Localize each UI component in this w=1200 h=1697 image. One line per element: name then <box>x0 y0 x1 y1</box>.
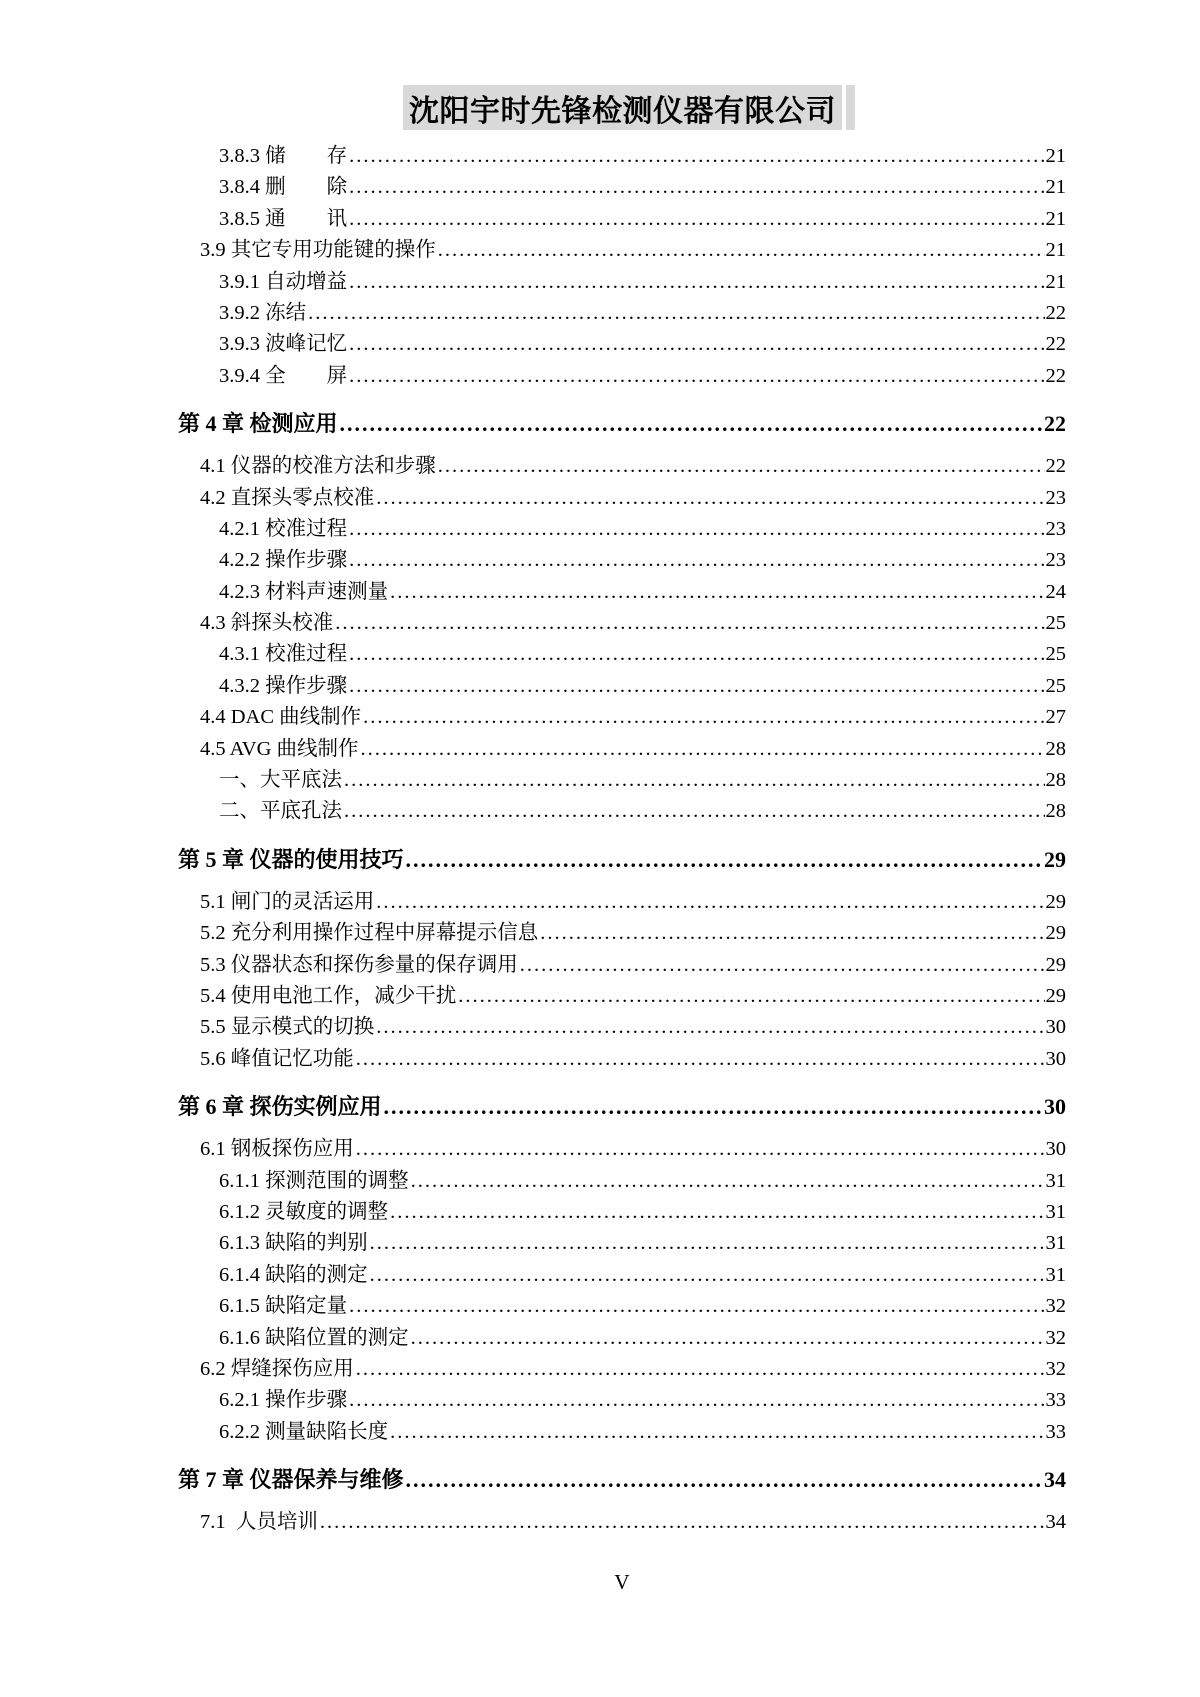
toc-page-number: 31 <box>1045 1200 1066 1223</box>
toc-entry[interactable] <box>178 1197 1066 1228</box>
toc-entry-text: 5.2 充分利用操作过程中屏幕提示信息 <box>200 922 539 945</box>
toc-entry[interactable] <box>178 545 1066 576</box>
toc-page-number: 22 <box>1045 455 1066 478</box>
dot-leader <box>340 405 1043 442</box>
toc-page-number: 32 <box>1045 1295 1066 1318</box>
toc-page-number: 22 <box>1045 333 1066 356</box>
dot-leader <box>390 1197 1044 1228</box>
toc-page-number: 29 <box>1045 953 1066 976</box>
toc-entry-text: 6.2.1 操作步骤 <box>219 1389 348 1412</box>
toc-entry[interactable] <box>178 514 1066 545</box>
toc-page-number: 27 <box>1045 706 1066 729</box>
toc-page-number: 28 <box>1045 800 1066 823</box>
toc-page-number: 28 <box>1045 769 1066 792</box>
dot-leader <box>349 514 1044 545</box>
dot-leader <box>308 298 1044 329</box>
document-header <box>403 85 842 130</box>
dot-leader <box>349 329 1044 360</box>
toc-entry[interactable] <box>178 887 1066 918</box>
dot-leader <box>370 1228 1045 1259</box>
toc-entry-text: 3.9.1 自动增益 <box>219 270 348 293</box>
toc-entry-text: 第 6 章 探伤实例应用 <box>178 1094 382 1120</box>
toc-entry[interactable] <box>178 204 1066 235</box>
toc-page-number: 29 <box>1045 922 1066 945</box>
toc-page-number: 29 <box>1045 890 1066 913</box>
toc-entry-text: 4.3.1 校准过程 <box>219 643 348 666</box>
toc-entry-text: 4.1 仪器的校准方法和步骤 <box>200 455 436 478</box>
toc-entry[interactable] <box>178 1260 1066 1291</box>
toc-entry[interactable] <box>178 1134 1066 1165</box>
toc-entry[interactable] <box>178 267 1066 298</box>
toc-page-number: 33 <box>1045 1420 1066 1443</box>
toc-entry-text: 5.6 峰值记忆功能 <box>200 1047 354 1070</box>
dot-leader <box>349 204 1044 235</box>
toc-page-number: 24 <box>1045 580 1066 603</box>
toc-page-number: 25 <box>1045 674 1066 697</box>
toc-entry-text: 4.2 直探头零点校准 <box>200 486 375 509</box>
toc-page-number: 30 <box>1045 1138 1066 1161</box>
toc-entry-text: 5.3 仪器状态和探伤参量的保存调用 <box>200 953 518 976</box>
toc-chapter-entry[interactable] <box>178 1461 1066 1498</box>
toc-entry-text: 6.1.4 缺陷的测定 <box>219 1263 368 1286</box>
toc-page-number: 29 <box>1044 846 1066 872</box>
toc-page-number: 30 <box>1044 1094 1066 1120</box>
toc-entry-text: 第 5 章 仪器的使用技巧 <box>178 846 404 872</box>
toc-entry-text: 7.1 人员培训 <box>200 1511 318 1534</box>
toc-page-number: 21 <box>1045 207 1066 230</box>
toc-entry-text: 6.1.2 灵敏度的调整 <box>219 1200 389 1223</box>
toc-chapter-entry[interactable] <box>178 1088 1066 1125</box>
toc-page-number: 23 <box>1045 549 1066 572</box>
toc-entry[interactable] <box>178 329 1066 360</box>
dot-leader <box>356 1354 1045 1385</box>
toc-entry[interactable] <box>178 1507 1066 1538</box>
dot-leader <box>344 796 1045 827</box>
toc-entry-text: 3.8.3 储 存 <box>219 145 348 167</box>
dot-leader <box>438 235 1045 266</box>
toc-page-number: 32 <box>1045 1326 1066 1349</box>
toc-page-number: 34 <box>1044 1467 1066 1493</box>
dot-leader <box>361 734 1045 765</box>
dot-leader <box>411 1323 1045 1354</box>
toc-entry-text: 6.1.3 缺陷的判别 <box>219 1232 368 1255</box>
toc-entry-text: 4.2.2 操作步骤 <box>219 549 348 572</box>
toc-entry[interactable] <box>178 1385 1066 1416</box>
toc-entry-text: 3.8.5 通 讯 <box>219 207 348 230</box>
toc-chapter-entry[interactable] <box>178 841 1066 878</box>
toc-entry-text: 第 7 章 仪器保养与维修 <box>178 1467 404 1493</box>
toc-page-number: 22 <box>1044 411 1066 437</box>
toc-entry-text: 4.4 DAC 曲线制作 <box>200 706 362 729</box>
toc-entry[interactable] <box>178 1417 1066 1448</box>
toc-entry-text: 3.9.2 冻结 <box>219 301 307 324</box>
toc-entry[interactable] <box>178 298 1066 329</box>
toc-entry-text: 6.2.2 测量缺陷长度 <box>219 1420 389 1443</box>
toc-page-number: 22 <box>1045 364 1066 387</box>
toc-entry[interactable] <box>178 141 1066 172</box>
toc-entry[interactable] <box>178 1044 1066 1075</box>
dot-leader <box>349 141 1044 172</box>
toc-entry[interactable] <box>178 981 1066 1012</box>
toc-entry[interactable] <box>178 1166 1066 1197</box>
dot-leader <box>349 172 1044 203</box>
page-number: V <box>614 1570 630 1594</box>
toc-entry[interactable] <box>178 451 1066 482</box>
paragraph-mark-shading <box>846 85 855 130</box>
toc-entry-text: 4.3.2 操作步骤 <box>219 674 348 697</box>
dot-leader <box>406 1461 1043 1498</box>
toc-entry[interactable] <box>178 361 1066 392</box>
toc-entry-text: 5.4 使用电池工作，减少干扰 <box>200 984 457 1007</box>
toc-page-number: 21 <box>1045 239 1066 262</box>
toc-entry-text: 3.9 其它专用功能键的操作 <box>200 239 436 262</box>
dot-leader <box>349 267 1044 298</box>
dot-leader <box>356 1134 1045 1165</box>
toc-chapter-entry[interactable] <box>178 405 1066 442</box>
dot-leader <box>356 1044 1045 1075</box>
toc-page-number: 25 <box>1045 612 1066 635</box>
toc-entry-text: 3.9.3 波峰记忆 <box>219 333 348 356</box>
toc-entry-text: 4.2.1 校准过程 <box>219 517 348 540</box>
dot-leader <box>349 639 1044 670</box>
toc-entry[interactable] <box>178 1228 1066 1259</box>
toc-entry-text: 6.1.1 探测范围的调整 <box>219 1169 409 1192</box>
dot-leader <box>376 887 1044 918</box>
dot-leader <box>438 451 1045 482</box>
page-footer <box>178 1570 1066 1595</box>
toc-entry[interactable] <box>178 765 1066 796</box>
dot-leader <box>335 608 1044 639</box>
toc-entry[interactable] <box>178 734 1066 765</box>
dot-leader <box>376 1012 1044 1043</box>
toc-entry[interactable] <box>178 918 1066 949</box>
toc-entry-text: 3.8.4 删 除 <box>219 176 348 199</box>
toc-page-number: 31 <box>1045 1169 1066 1192</box>
toc-entry[interactable] <box>178 172 1066 203</box>
toc-entry[interactable] <box>178 950 1066 981</box>
dot-leader <box>458 981 1044 1012</box>
toc-entry[interactable] <box>178 608 1066 639</box>
dot-leader <box>390 577 1044 608</box>
toc-entry[interactable] <box>178 1323 1066 1354</box>
toc-entry-text: 3.9.4 全 屏 <box>219 364 348 387</box>
toc-page-number: 23 <box>1045 517 1066 540</box>
toc-page-number: 30 <box>1045 1016 1066 1039</box>
company-title: 沈阳宇时先锋检测仪器有限公司 <box>409 94 836 128</box>
dot-leader <box>349 1291 1044 1322</box>
dot-leader <box>384 1088 1043 1125</box>
dot-leader <box>370 1260 1045 1291</box>
dot-leader <box>363 702 1044 733</box>
toc-page-number: 21 <box>1045 145 1066 167</box>
toc-page-number: 33 <box>1045 1389 1066 1412</box>
toc-entry-text: 5.1 闸门的灵活运用 <box>200 890 375 913</box>
toc-entry-text: 4.3 斜探头校准 <box>200 612 334 635</box>
toc-entry-text: 4.2.3 材料声速测量 <box>219 580 389 603</box>
toc-entry[interactable] <box>178 702 1066 733</box>
toc-entry-text: 一、大平底法 <box>219 769 342 792</box>
toc-entry-text: 4.5 AVG 曲线制作 <box>200 737 359 760</box>
dot-leader <box>349 671 1044 702</box>
toc-page-number: 31 <box>1045 1263 1066 1286</box>
toc-page-number: 28 <box>1045 737 1066 760</box>
toc-page-number: 31 <box>1045 1232 1066 1255</box>
toc-page-number: 21 <box>1045 270 1066 293</box>
table-of-contents <box>178 141 1066 1538</box>
dot-leader <box>376 483 1044 514</box>
dot-leader <box>411 1166 1045 1197</box>
toc-page-number: 23 <box>1045 486 1066 509</box>
dot-leader <box>349 1385 1044 1416</box>
toc-entry-text: 6.2 焊缝探伤应用 <box>200 1357 354 1380</box>
dot-leader <box>406 841 1043 878</box>
toc-entry-text: 第 4 章 检测应用 <box>178 411 338 437</box>
toc-entry-text: 6.1.5 缺陷定量 <box>219 1295 348 1318</box>
toc-page-number: 32 <box>1045 1357 1066 1380</box>
dot-leader <box>540 918 1044 949</box>
toc-page-number: 29 <box>1045 984 1066 1007</box>
toc-page-number: 34 <box>1045 1511 1066 1534</box>
dot-leader <box>349 545 1044 576</box>
toc-entry[interactable] <box>178 1354 1066 1385</box>
toc-page-number: 22 <box>1045 301 1066 324</box>
toc-entry-text: 6.1.6 缺陷位置的测定 <box>219 1326 409 1349</box>
dot-leader <box>320 1507 1045 1538</box>
toc-entry[interactable] <box>178 639 1066 670</box>
dot-leader <box>349 361 1044 392</box>
toc-entry[interactable] <box>178 1291 1066 1322</box>
toc-entry[interactable] <box>178 796 1066 827</box>
toc-entry[interactable] <box>178 235 1066 266</box>
toc-entry[interactable] <box>178 1012 1066 1043</box>
toc-entry[interactable] <box>178 671 1066 702</box>
dot-leader <box>390 1417 1044 1448</box>
dot-leader <box>520 950 1045 981</box>
toc-page-number: 30 <box>1045 1047 1066 1070</box>
toc-entry[interactable] <box>178 577 1066 608</box>
toc-entry[interactable] <box>178 483 1066 514</box>
toc-entry-text: 二、平底孔法 <box>219 800 342 823</box>
toc-entry-text: 6.1 钢板探伤应用 <box>200 1138 354 1161</box>
toc-page-number: 21 <box>1045 176 1066 199</box>
toc-entry-text: 5.5 显示模式的切换 <box>200 1016 375 1039</box>
toc-page-number: 25 <box>1045 643 1066 666</box>
dot-leader <box>344 765 1045 796</box>
